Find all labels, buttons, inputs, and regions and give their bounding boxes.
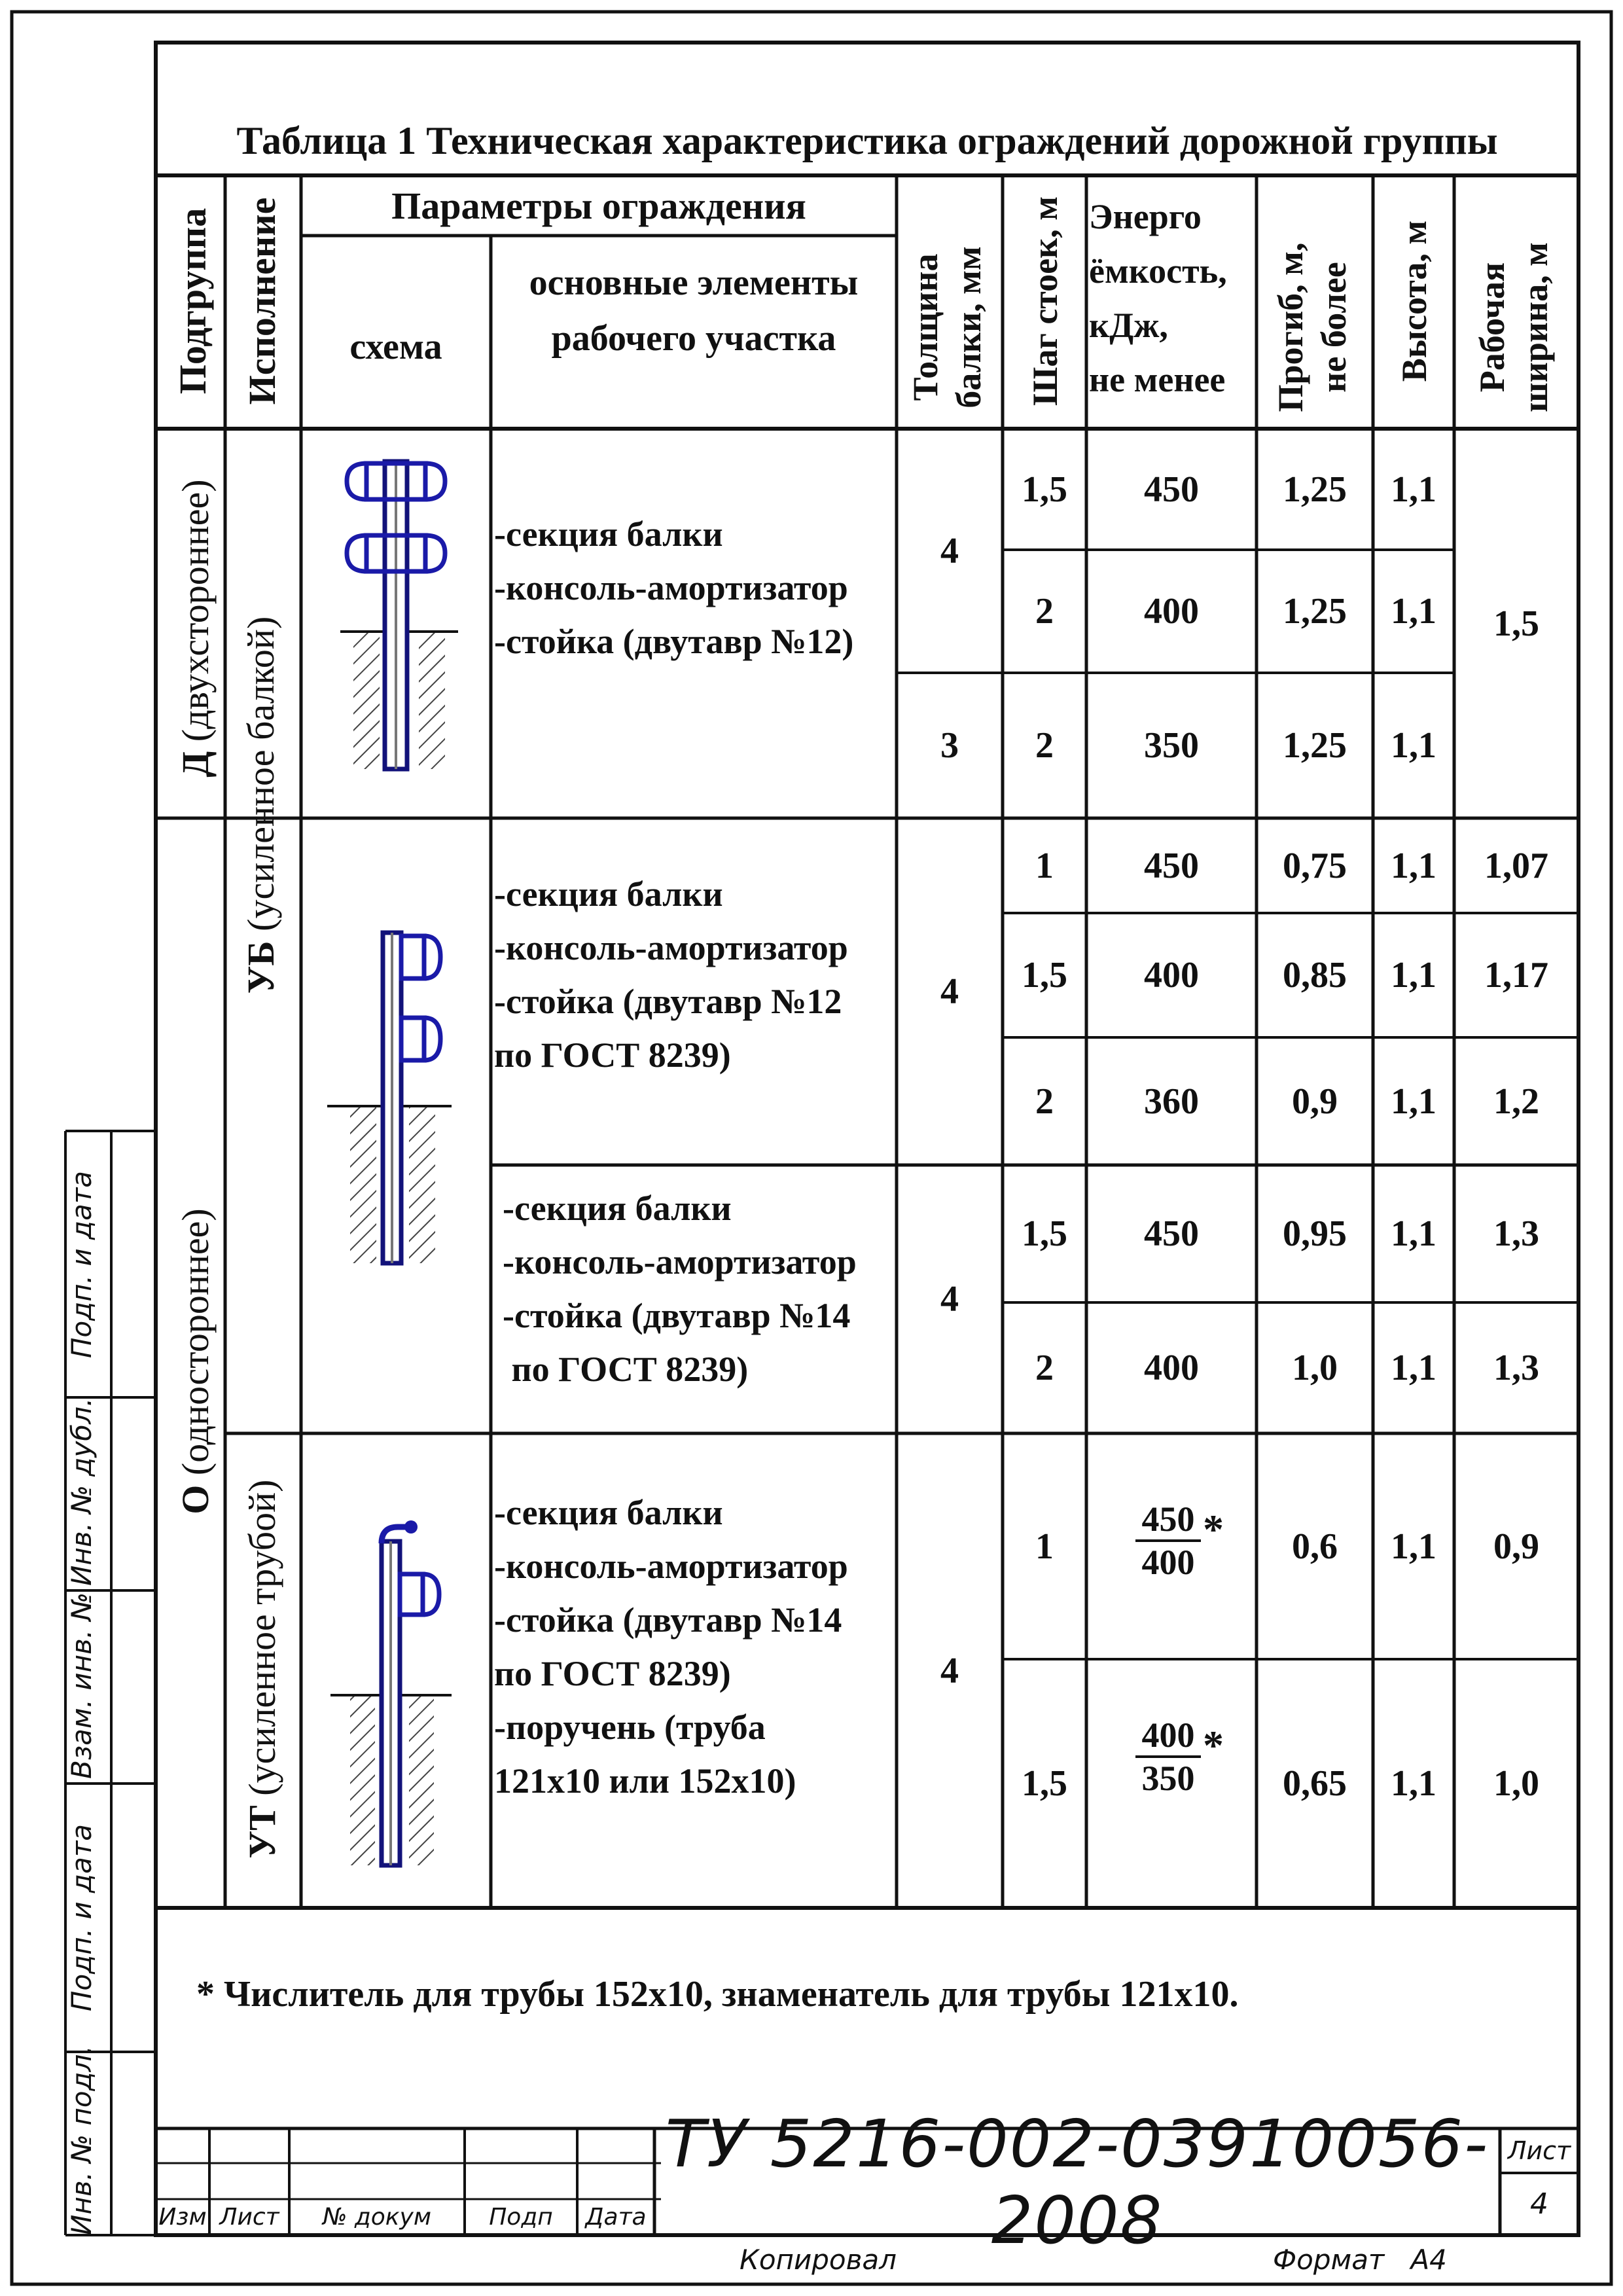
sheet-number: 4 xyxy=(1530,2187,1548,2221)
subgroup-o-letter: О xyxy=(174,1484,217,1515)
step-cell: 1,5 xyxy=(1022,469,1067,510)
header-energy-line2: ёмкость, xyxy=(1089,251,1227,291)
energy-cell: 400 xyxy=(1144,955,1199,996)
header-thickness-line2: балки, мм xyxy=(949,246,988,408)
step-cell: 2 xyxy=(1035,591,1054,632)
elements-line: -стойка (двутавр №12 xyxy=(494,982,842,1021)
elements-line: по ГОСТ 8239) xyxy=(503,1350,749,1389)
deflection-cell: 0,95 xyxy=(1283,1213,1347,1254)
thickness-cell: 4 xyxy=(940,971,959,1012)
height-cell: 1,1 xyxy=(1391,955,1436,996)
height-cell: 1,1 xyxy=(1391,1081,1436,1122)
execution-ut-text: (усиленное трубой) xyxy=(241,1479,283,1796)
energy-asterisk: * xyxy=(1203,1722,1224,1768)
elements-line: -консоль-амортизатор xyxy=(494,928,848,967)
step-cell: 1,5 xyxy=(1022,955,1067,996)
height-cell: 1,1 xyxy=(1391,845,1436,886)
deflection-cell: 0,9 xyxy=(1292,1081,1338,1122)
document-number: ТУ 5216-002-03910056-2008 xyxy=(665,2105,1489,2259)
header-elements-line1: основные элементы xyxy=(529,262,859,303)
scheme-pipe-reinforced xyxy=(330,1520,452,1865)
sheet-label: Лист xyxy=(1507,2136,1571,2165)
height-cell: 1,1 xyxy=(1391,1763,1436,1804)
step-cell: 2 xyxy=(1035,1348,1054,1388)
stamp-side-label: Подп. и дата xyxy=(65,1823,98,2012)
elements-group-1 xyxy=(494,507,853,668)
stamp-col-label: № докум xyxy=(322,2204,431,2231)
scheme-beam-reinforced xyxy=(327,933,452,1263)
width-cell: 1,5 xyxy=(1493,603,1539,644)
width-cell: 1,2 xyxy=(1493,1081,1539,1122)
step-cell: 1 xyxy=(1035,1526,1054,1567)
header-energy-line3: кДж, xyxy=(1089,306,1168,345)
width-cell: 0,9 xyxy=(1493,1526,1539,1567)
header-energy-line4: не менее xyxy=(1089,360,1226,399)
elements-line: -секция балки xyxy=(503,1189,732,1228)
deflection-cell: 1,0 xyxy=(1292,1348,1338,1388)
header-params: Параметры ограждения xyxy=(391,184,806,227)
energy-cell: 400 xyxy=(1144,591,1199,632)
stamp-col-label: Дата xyxy=(585,2204,647,2231)
height-cell: 1,1 xyxy=(1391,469,1436,510)
header-elements-line2: рабочего участка xyxy=(551,318,836,359)
width-cell: 1,17 xyxy=(1484,955,1548,996)
thickness-cell: 4 xyxy=(940,530,959,571)
thickness-cell: 3 xyxy=(940,725,959,766)
header-execution: Исполнение xyxy=(241,197,283,405)
thickness-cell: 4 xyxy=(940,1279,959,1319)
header-deflection-line1: Прогиб, м, xyxy=(1271,242,1310,412)
header-thickness-line1: Толщина xyxy=(906,253,945,401)
energy-fraction xyxy=(1135,1715,1201,1799)
height-cell: 1,1 xyxy=(1391,1213,1436,1254)
height-cell: 1,1 xyxy=(1391,725,1436,766)
stamp-col-label: Изм xyxy=(158,2204,207,2231)
elements-line: -консоль-амортизатор xyxy=(494,568,848,607)
energy-cell: 400 xyxy=(1144,1348,1199,1388)
stamp-side-label: Подп. и дата xyxy=(65,1170,98,1359)
step-cell: 2 xyxy=(1035,1081,1054,1122)
energy-denominator: 350 xyxy=(1141,1759,1195,1798)
elements-line: -консоль-амортизатор xyxy=(494,1547,848,1586)
height-cell: 1,1 xyxy=(1391,1526,1436,1567)
deflection-cell: 0,65 xyxy=(1283,1763,1347,1804)
energy-cell: 450 xyxy=(1144,845,1199,886)
elements-line: -секция балки xyxy=(494,1493,723,1532)
execution-ub-letter: УБ xyxy=(240,941,282,994)
width-cell: 1,3 xyxy=(1493,1348,1539,1388)
subgroup-d-letter: Д xyxy=(174,751,217,778)
stamp-col-label: Лист xyxy=(219,2204,279,2231)
elements-line: -консоль-амортизатор xyxy=(503,1242,857,1282)
execution-ub-text: (усиленное балкой) xyxy=(240,616,282,931)
elements-line: -стойка (двутавр №12) xyxy=(494,622,854,661)
step-cell: 1 xyxy=(1035,845,1054,886)
elements-group-4 xyxy=(494,1486,848,1808)
deflection-cell: 1,25 xyxy=(1283,725,1347,766)
format-label: Формат А4 xyxy=(1273,2244,1447,2276)
elements-line: -стойка (двутавр №14 xyxy=(503,1296,851,1335)
energy-cell: 360 xyxy=(1144,1081,1199,1122)
elements-line: по ГОСТ 8239) xyxy=(494,1654,731,1693)
width-cell: 1,3 xyxy=(1493,1213,1539,1254)
stamp-side-label: Инв. № дубл. xyxy=(65,1397,98,1586)
energy-numerator: 450 xyxy=(1135,1499,1201,1542)
energy-asterisk: * xyxy=(1203,1506,1224,1552)
header-deflection-line2: не более xyxy=(1314,262,1353,393)
step-cell: 1,5 xyxy=(1022,1213,1067,1254)
header-scheme: схема xyxy=(349,327,442,367)
copied-label: Копировал xyxy=(740,2244,897,2276)
energy-cell: 450 xyxy=(1144,1213,1199,1254)
header-subgroup: Подгруппа xyxy=(171,207,214,395)
header-height: Высота, м xyxy=(1395,220,1434,382)
elements-line: -секция балки xyxy=(494,874,723,914)
stamp-side-label: Инв. № подл. xyxy=(65,2045,98,2235)
height-cell: 1,1 xyxy=(1391,1348,1436,1388)
scheme-double-sided xyxy=(340,461,458,769)
deflection-cell: 0,75 xyxy=(1283,845,1347,886)
thickness-cell: 4 xyxy=(940,1650,959,1691)
energy-fraction xyxy=(1135,1499,1201,1583)
elements-line: -поручень (труба xyxy=(494,1708,766,1747)
energy-denominator: 400 xyxy=(1141,1543,1195,1582)
deflection-cell: 1,25 xyxy=(1283,591,1347,632)
step-cell: 1,5 xyxy=(1022,1763,1067,1804)
execution-ut-letter: УТ xyxy=(241,1805,283,1859)
subgroup-o-text: (одностороннее) xyxy=(174,1208,217,1476)
deflection-cell: 0,85 xyxy=(1283,955,1347,996)
deflection-cell: 1,25 xyxy=(1283,469,1347,510)
header-step: Шаг стоек, м xyxy=(1026,196,1065,406)
footnote: * Числитель для трубы 152х10, знаменатель для трубы 121х10. xyxy=(196,1974,1239,2015)
elements-line: -стойка (двутавр №14 xyxy=(494,1600,842,1640)
header-width-line2: ширина, м xyxy=(1516,242,1555,412)
step-cell: 2 xyxy=(1035,725,1054,766)
table-title: Таблица 1 Техническая характеристика ограждений дорожной группы xyxy=(236,118,1498,162)
elements-group-3 xyxy=(503,1181,857,1396)
energy-cell: 350 xyxy=(1144,725,1199,766)
elements-group-2 xyxy=(494,867,848,1082)
elements-line: -секция балки xyxy=(494,514,723,554)
header-width-line1: Рабочая xyxy=(1472,262,1512,393)
header-energy-line1: Энерго xyxy=(1089,197,1202,236)
stamp-side-label: Взам. инв. № xyxy=(65,1592,98,1779)
deflection-cell: 0,6 xyxy=(1292,1526,1338,1567)
energy-cell: 450 xyxy=(1144,469,1199,510)
width-cell: 1,07 xyxy=(1484,845,1548,886)
height-cell: 1,1 xyxy=(1391,591,1436,632)
elements-line: по ГОСТ 8239) xyxy=(494,1035,731,1075)
stamp-col-label: Подп xyxy=(489,2204,553,2231)
subgroup-d-text: (двухстороннее) xyxy=(174,479,217,742)
energy-numerator: 400 xyxy=(1135,1715,1201,1758)
width-cell: 1,0 xyxy=(1493,1763,1539,1804)
elements-line: 121х10 или 152х10) xyxy=(494,1761,796,1801)
